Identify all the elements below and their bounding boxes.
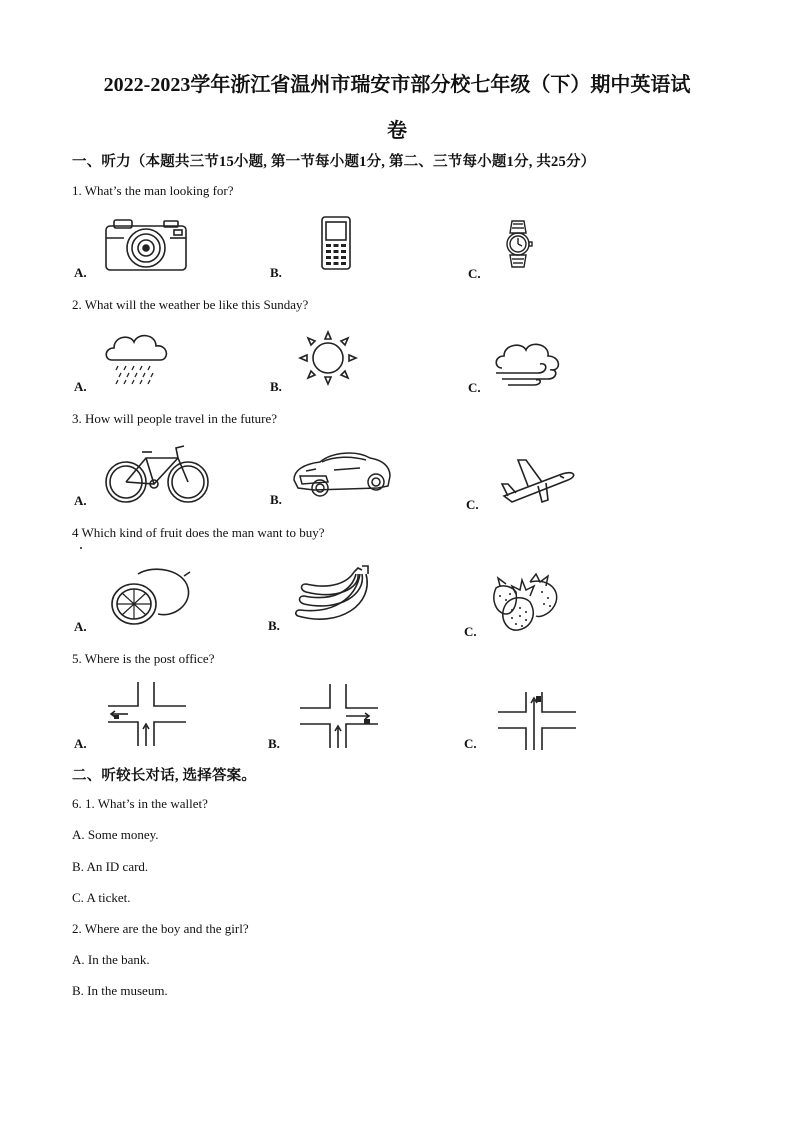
- windy-cloud-icon: [492, 340, 564, 390]
- sun-icon: [298, 330, 358, 386]
- q5-option-a-label: A.: [74, 736, 87, 751]
- q4-option-c-label: C.: [464, 624, 477, 639]
- crossroad-map-c-icon: [496, 690, 578, 752]
- question-6-sub-2: 2. Where are the boy and the girl?: [72, 921, 249, 936]
- q1-option-a-label: A.: [74, 265, 87, 280]
- bullet-mark: [80, 547, 82, 549]
- q6-1-option-a: A. Some money.: [72, 827, 159, 842]
- airplane-icon: [498, 456, 578, 506]
- question-6-sub-1: 6. 1. What’s in the wallet?: [72, 796, 208, 811]
- q1-option-c-label: C.: [468, 266, 481, 281]
- q6-2-option-b: B. In the museum.: [72, 983, 168, 998]
- q6-1-option-c: C. A ticket.: [72, 890, 131, 905]
- rain-cloud-icon: [104, 330, 170, 388]
- question-3: 3. How will people travel in the future?: [72, 411, 278, 426]
- q3-option-c-label: C.: [466, 497, 479, 512]
- section-1-heading: 一、听力（本题共三节15小题, 第一节每小题1分, 第二、三节每小题1分, 共25分）: [72, 154, 596, 170]
- bicycle-icon: [104, 442, 210, 504]
- q6-1-option-b: B. An ID card.: [72, 859, 149, 874]
- q2-option-b-label: B.: [270, 379, 282, 394]
- crossroad-map-b-icon: [298, 682, 380, 750]
- strawberry-icon: [490, 568, 566, 634]
- document-title: [60, 70, 734, 146]
- q2-option-a-label: A.: [74, 379, 87, 394]
- section-2-heading: 二、听较长对话, 选择答案。: [72, 768, 257, 784]
- question-5: 5. Where is the post office?: [72, 651, 215, 666]
- camera-icon: [104, 216, 188, 272]
- lemon-icon: [108, 566, 192, 626]
- car-icon: [290, 446, 394, 500]
- question-4: 4 Which kind of fruit does the man want to buy?: [72, 525, 325, 540]
- question-1: 1. What’s the man looking for?: [72, 183, 234, 198]
- question-2: 2. What will the weather be like this Sunday?: [72, 297, 309, 312]
- banana-icon: [290, 564, 374, 628]
- mobile-phone-icon: [320, 215, 352, 271]
- q3-option-b-label: B.: [270, 492, 282, 507]
- wristwatch-icon: [502, 219, 534, 269]
- q2-option-c-label: C.: [468, 380, 481, 395]
- q6-2-option-a: A. In the bank.: [72, 952, 150, 967]
- q5-option-c-label: C.: [464, 736, 477, 751]
- q3-option-a-label: A.: [74, 493, 87, 508]
- title-line-2: 卷: [387, 120, 407, 142]
- q5-option-b-label: B.: [268, 736, 280, 751]
- q4-option-a-label: A.: [74, 619, 87, 634]
- crossroad-map-a-icon: [106, 680, 188, 748]
- title-line-1: 2022-2023学年浙江省温州市瑞安市部分校七年级（下）期中英语试: [103, 74, 691, 96]
- q1-option-b-label: B.: [270, 265, 282, 280]
- q4-option-b-label: B.: [268, 618, 280, 633]
